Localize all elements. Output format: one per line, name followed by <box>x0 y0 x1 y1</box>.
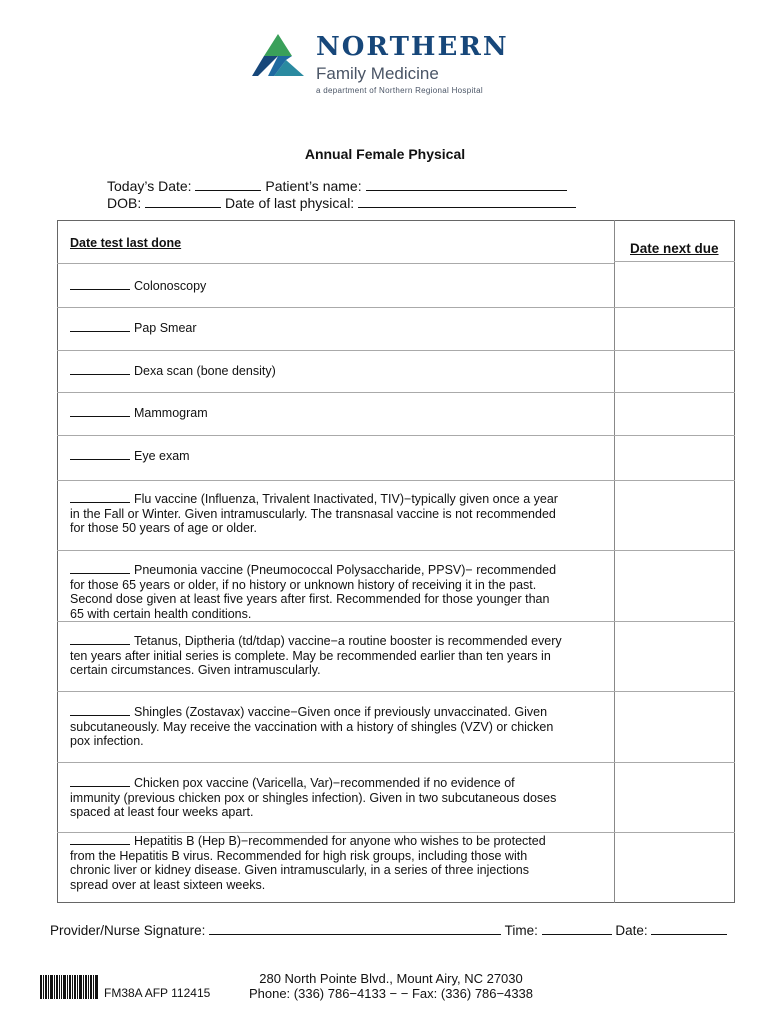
vaccine-line: Flu vaccine (Influenza, Trivalent Inactivated, TIV)−typically given once a year <box>134 492 558 506</box>
todays-date-label: Today’s Date: <box>107 178 192 194</box>
last-done-blank[interactable] <box>70 279 130 290</box>
vaccine-line: 65 with certain health conditions. <box>70 606 252 621</box>
time-label: Time: <box>504 923 538 938</box>
test-label: Colonoscopy <box>134 279 207 293</box>
row-divider <box>57 480 735 481</box>
vaccine-row-flu[interactable] <box>70 492 612 536</box>
last-done-blank[interactable] <box>70 321 130 332</box>
last-done-blank[interactable] <box>70 449 130 460</box>
row-divider <box>57 691 735 692</box>
last-done-blank[interactable] <box>70 634 130 645</box>
address-line: 280 North Pointe Blvd., Mount Airy, NC 27030 <box>259 971 523 986</box>
northern-family-medicine-logo <box>252 30 522 102</box>
row-divider <box>614 261 735 262</box>
last-physical-field[interactable] <box>358 196 576 208</box>
vaccine-line: Pneumonia vaccine (Pneumococcal Polysaccharide, PPSV)− recommended <box>134 563 557 577</box>
vaccine-line: spaced at least four weeks apart. <box>70 805 254 819</box>
vaccine-line: subcutaneously. May receive the vaccination with a history of shingles (VZV) or chicken <box>70 719 554 734</box>
dob-field[interactable] <box>145 196 221 208</box>
last-done-blank[interactable] <box>70 406 130 417</box>
date-name-line <box>107 178 567 194</box>
vaccine-row-chicken-pox[interactable] <box>70 776 612 820</box>
column-header-last-done: Date test last done <box>70 236 182 250</box>
date-field[interactable] <box>651 923 727 935</box>
table-column-divider <box>614 220 615 903</box>
vaccine-row-shingles[interactable] <box>70 705 612 749</box>
date-label: Date: <box>615 923 648 938</box>
vaccine-line: Chicken pox vaccine (Varicella, Var)−recommended if no evidence of <box>134 776 515 790</box>
vaccine-line: for those 50 years of age or older. <box>70 521 257 535</box>
vaccine-line: Second dose given at least five years after first. Recommended for those younger than <box>70 592 550 606</box>
test-row-colonoscopy[interactable] <box>70 279 206 293</box>
row-divider <box>57 550 735 551</box>
vaccine-line: for those 65 years or older, if no history or unknown history of receiving it in the past. <box>70 577 537 592</box>
row-divider <box>57 621 735 622</box>
form-code: FM38A AFP 112415 <box>104 986 211 1000</box>
clinic-address <box>238 971 544 1001</box>
test-label: Pap Smear <box>134 321 197 335</box>
test-row-pap-smear[interactable] <box>70 321 197 335</box>
test-label: Mammogram <box>134 406 208 420</box>
vaccine-row-hepatitis-b[interactable] <box>70 834 612 892</box>
vaccine-row-tetanus[interactable] <box>70 634 612 678</box>
vaccine-line: Shingles (Zostavax) vaccine−Given once if previously unvaccinated. Given <box>134 705 548 719</box>
row-divider <box>57 435 735 436</box>
last-done-blank[interactable] <box>70 834 130 845</box>
last-done-blank[interactable] <box>70 364 130 375</box>
vaccine-line: from the Hepatitis B virus. Recommended for high risk groups, including those with <box>70 848 528 863</box>
vaccine-line: spread over at least sixteen weeks. <box>70 877 266 892</box>
vaccine-line: Tetanus, Diptheria (td/tdap) vaccine−a routine booster is recommended every <box>134 634 562 648</box>
vaccine-line: in the Fall or Winter. Given intramuscularly. The transnasal vaccine is not recommended <box>70 506 556 521</box>
brand-name: NORTHERN <box>316 32 509 62</box>
row-divider <box>57 762 735 763</box>
vaccine-line: Hepatitis B (Hep B)−recommended for anyone who wishes to be protected <box>134 834 546 848</box>
brand-tagline: a department of Northern Regional Hospital <box>316 86 483 95</box>
last-done-blank[interactable] <box>70 563 130 574</box>
test-row-dexa-scan[interactable] <box>70 364 276 378</box>
row-divider <box>57 263 614 264</box>
time-field[interactable] <box>542 923 612 935</box>
vaccine-line: chronic liver or kidney disease. Given intramuscularly, in a series of three injections <box>70 863 529 877</box>
signature-line <box>50 923 727 938</box>
triangle-logo-icon <box>252 34 304 78</box>
provider-signature-label: Provider/Nurse Signature: <box>50 923 206 938</box>
test-row-mammogram[interactable] <box>70 406 208 420</box>
row-divider <box>57 307 735 308</box>
last-done-blank[interactable] <box>70 705 130 716</box>
dob-label: DOB: <box>107 195 142 211</box>
last-done-blank[interactable] <box>70 492 130 503</box>
vaccine-line: pox infection. <box>70 734 144 748</box>
form-title: Annual Female Physical <box>304 146 466 162</box>
vaccine-row-pneumonia[interactable] <box>70 563 612 621</box>
provider-signature-field[interactable] <box>209 923 501 935</box>
phone-fax-line: Phone: (336) 786−4133 − − Fax: (336) 786−4338 <box>248 986 534 1001</box>
vaccine-line: ten years after initial series is complete. May be recommended earlier than ten years in <box>70 648 551 663</box>
column-header-next-due: Date next due <box>630 241 719 256</box>
todays-date-field[interactable] <box>195 179 261 191</box>
vaccine-line: immunity (previous chicken pox or shingles infection). Given in two subcutaneous doses <box>70 790 557 805</box>
test-label: Dexa scan (bone density) <box>134 364 276 378</box>
barcode-icon <box>40 975 98 999</box>
row-divider <box>57 350 735 351</box>
last-done-blank[interactable] <box>70 776 130 787</box>
row-divider <box>57 832 735 833</box>
patient-name-label: Patient’s name: <box>265 178 362 194</box>
row-divider <box>57 392 735 393</box>
dob-line <box>107 195 576 211</box>
patient-name-field[interactable] <box>366 179 567 191</box>
vaccine-line: certain circumstances. Given intramuscularly. <box>70 663 321 677</box>
test-label: Eye exam <box>134 449 190 463</box>
brand-subtitle: Family Medicine <box>316 64 439 83</box>
test-row-eye-exam[interactable] <box>70 449 190 463</box>
last-physical-label: Date of last physical: <box>225 195 355 211</box>
